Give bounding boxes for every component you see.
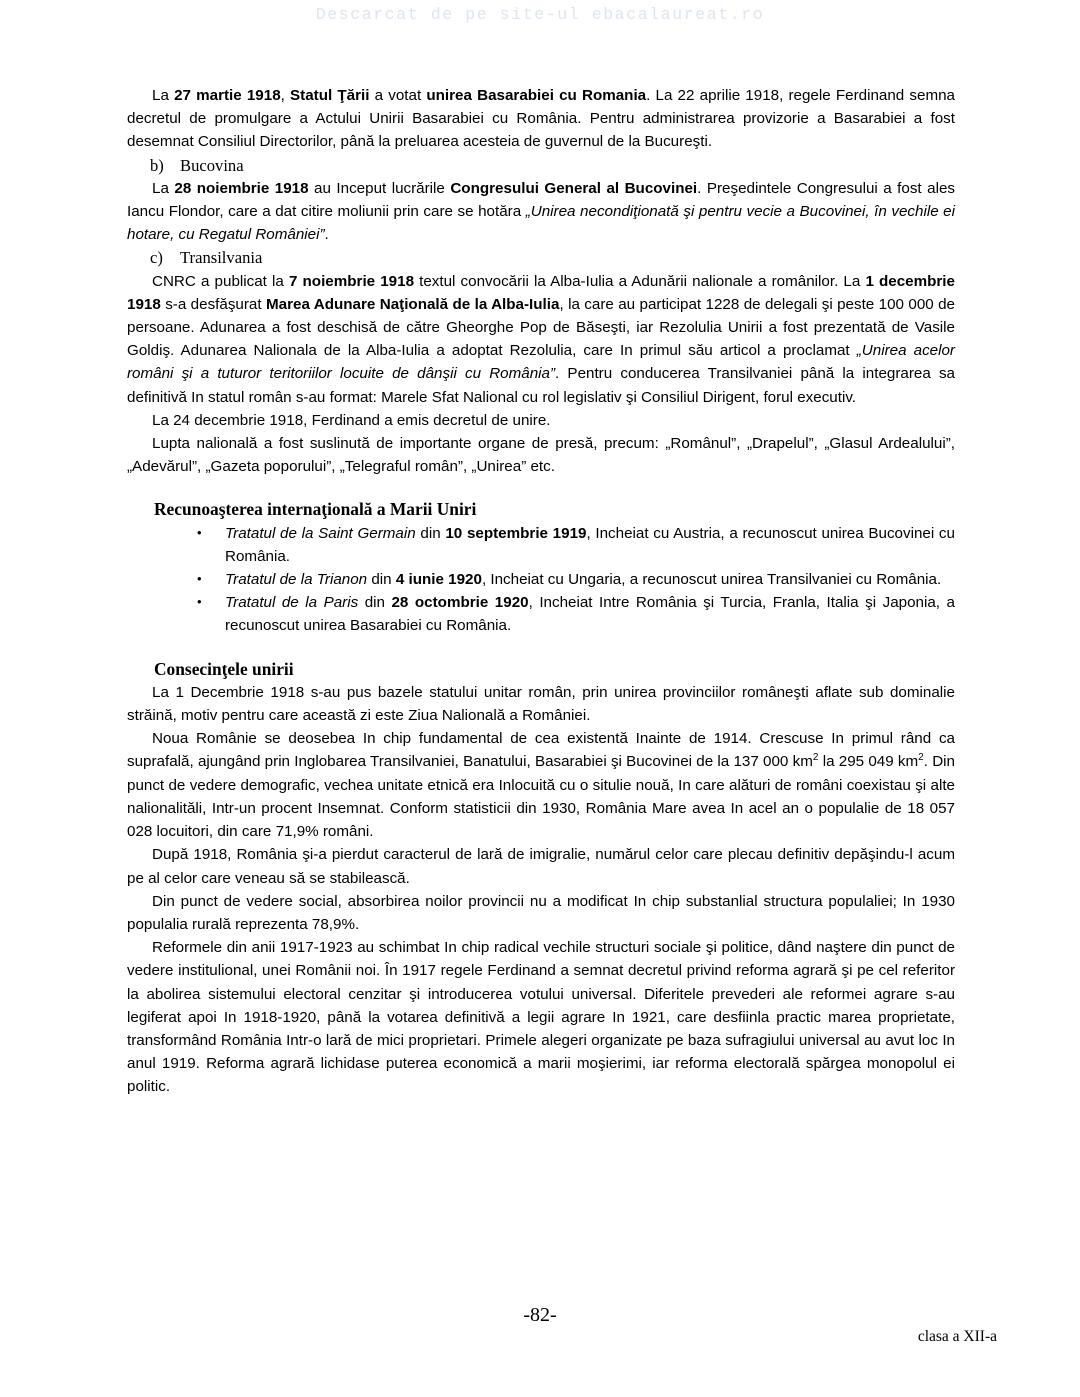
text-fragment: din	[358, 594, 392, 612]
list-item	[127, 522, 955, 568]
list-item	[127, 591, 955, 637]
text-fragment: s-a desfăşurat	[160, 295, 266, 313]
text-fragment: . La 22 aprilie 1918, regele Ferdinand semna decretul de promulgare a Actului Unirii Basarabiei cu România. Pentru administrarea provizorie a Basarabiei a fost desemnat Consiliul Directorilor, până la preluarea acesteia de guvernul de la Bucureşti.	[127, 87, 955, 151]
list-item-c-transilvania	[127, 246, 955, 269]
bold-congresul-general-bucovinei: Congresului General al Bucovinei	[450, 179, 698, 197]
text-fragment: , Incheiat cu Austria, a recunoscut unirea Bucovinei cu România.	[225, 524, 955, 565]
text-fragment: la 295 049 km	[818, 753, 919, 771]
paragraph-consecinte-5: Reformele din anii 1917-1923 au schimbat In chip radical vechile structuri sociale şi politice, dând naştere din punct de vedere institulional, unei Românii noi. În 1917 regele Ferdinand a semnat decretul privind reforma agrară şi pe cel referitor la abolirea sistemului electoral cenzitar şi introducerea votului universal. Diferitele prevederi ale reformei agrare s-au legiferat apoi In 1918-1920, până la votarea definitivă a legii agrare In 1921, care desfiinla practic marea proprietate, transformând România Intr-o lară de mici proprietari. Primele alegeri organizate pe baza sufragiului universal au avut loc In anul 1919. Reforma agrară lichidase puterea economică a marii moşierimi, iar reforma electorală spărgea monopolul ei politic.	[127, 939, 955, 1096]
quote-unirea-acelor-romani: „Unirea acelor români şi a tuturor teritoriilor locuite de dânşii cu România”	[127, 342, 955, 383]
paragraph-basarabia	[127, 84, 955, 154]
watermark-text: Descarcat de pe site-ul ebacalaureat.ro	[315, 5, 765, 24]
treaty-date: 4 iunie 1920	[395, 571, 482, 589]
text-fragment: din	[367, 571, 396, 589]
list-label-bucovina: Bucovina	[180, 155, 244, 175]
text-fragment: textul convocării la Alba-Iulia a Adunării nalionale a românilor. La	[414, 272, 866, 290]
text-fragment: a votat	[369, 87, 427, 104]
treaty-name: Tratatul de la Saint Germain	[225, 524, 416, 542]
text-fragment: La	[152, 87, 175, 104]
text-fragment: .	[324, 226, 329, 244]
treaty-name: Tratatul de la Trianon	[225, 571, 368, 589]
paragraph-presa: Lupta nalională a fost suslinută de importante organe de presă, precum: „Românul”, „Drapelul”, „Glasul Ardealului”, „Adevărul”, „Gazeta poporului”, „Telegraful român”, „Unirea” etc.	[127, 435, 955, 476]
treaty-date: 10 septembrie 1919	[445, 524, 587, 542]
text-fragment: Noua Românie se deosebea In chip fundamental de cea existentă Inainte de 1914. Crescuse In primul rând ca suprafală, ajungând prin Inglobarea Transilvaniei, Banatului, Basarabiei şi Bucovinei de la 137 000 km	[127, 730, 955, 771]
bold-date-1-decembrie-1918: 1 decembrie 1918	[127, 272, 955, 313]
text-fragment: La	[152, 179, 175, 197]
text-fragment: CNRC a publicat la	[152, 272, 289, 290]
bold-date-28-noiembrie-1918: 28 noiembrie 1918	[174, 179, 309, 197]
paragraph-consecinte-4: Din punct de vedere social, absorbirea noilor provincii nu a modificat In chip substanlial structura populaliei; In 1930 populalia rurală reprezenta 78,9%.	[127, 892, 955, 933]
list-label-transilvania: Transilvania	[180, 248, 263, 268]
superscript-square: 2	[918, 752, 924, 764]
bold-statul-tarii: Statul Ţării	[290, 87, 370, 104]
paragraph-transilvania	[127, 270, 955, 409]
document-body	[127, 84, 955, 1099]
list-item-b-bucovina	[127, 154, 955, 177]
list-marker-b: b)	[150, 155, 164, 175]
text-fragment: , Incheiat Intre România şi Turcia, Franla, Italia şi Japonia, a recunoscut unirea Basarabiei cu România.	[225, 594, 955, 635]
treaty-list	[127, 522, 955, 638]
heading-consecintele-unirii: Consecinţele unirii	[154, 658, 294, 679]
text-fragment: , Incheiat cu Ungaria, a recunoscut unirea Transilvaniei cu România.	[481, 571, 942, 589]
text-fragment: au Inceput lucrările	[308, 179, 451, 197]
spacer	[127, 638, 955, 658]
text-fragment: ,	[280, 87, 291, 104]
paragraph-consecinte-1: La 1 Decembrie 1918 s-au pus bazele statului unitar român, prin unirea provinciilor româneşti aflate sub dominalie străină, motiv pentru care această zi este Ziua Nalională a României.	[127, 683, 955, 725]
text-fragment: din	[415, 524, 446, 542]
bold-date-7-noiembrie-1918: 7 noiembrie 1918	[288, 272, 415, 290]
heading-recunoastere-internationala: Recunoaşterea internaţională a Marii Uniri	[154, 499, 477, 520]
text-fragment: , la care au participat 1228 de delegali şi peste 100 000 de persoane. Adunarea a fost deschisă de către Gheorghe Pop de Băseşti, iar Rezolulia Unirii a fost prezentată de Vasile Goldiş. Adunarea Nalionala de la Alba-Iulia a adoptat Rezolulia, care In primul său articol a proclamat	[127, 295, 956, 360]
paragraph-consecinte-3: După 1918, România şi-a pierdut caracterul de lară de imigralie, numărul celor care plecau definitiv depăşindu-l acum pe al celor care veneau să se stabilească.	[127, 846, 955, 887]
treaty-date: 28 octombrie 1920	[391, 594, 529, 612]
bold-marea-adunare-nationala: Marea Adunare Naţională de la Alba-Iulia	[266, 295, 560, 313]
page-number: -82-	[523, 1304, 557, 1326]
text-fragment: . Din punct de vedere demografic, vechea unitate etnică era Inlocuită cu o situlie nouă, In care alături de români coexistau şi alte nalionalităli, Intr-un procent Insemnat. Conform statisticii din 1930, România Mare avea In acel an o populalie de 18 057 028 locuitori, din care 71,9% români.	[127, 753, 956, 841]
list-marker-c: c)	[150, 248, 163, 268]
list-item	[127, 568, 955, 591]
superscript-square: 2	[812, 752, 819, 764]
paragraph-bucovina	[127, 177, 955, 247]
bold-unirea-basarabiei: unirea Basarabiei cu Romania	[426, 87, 647, 104]
class-label: clasa a XII-a	[917, 1328, 997, 1345]
spacer	[127, 478, 955, 498]
text-fragment: . Preşedintele Congresului a fost ales Iancu Flondor, care a dat citire moliunii prin care se hotăra	[127, 179, 955, 221]
text-fragment: . Pentru conducerea Transilvaniei până la integrarea sa definitivă In statul român s-au format: Marele Sfat Nalional cu rol legislativ şi Consiliul Dirigent, forul executiv.	[127, 365, 956, 406]
quote-unirea-neconditionata: „Unirea necondiţionată şi pentru vecie a Bucovinei, în vechile ei hotare, cu Regatul României”	[127, 203, 956, 244]
treaty-name: Tratatul de la Paris	[225, 594, 359, 612]
paragraph-consecinte-2	[127, 727, 955, 843]
bold-date-27-martie-1918: 27 martie 1918	[174, 87, 281, 104]
paragraph-decret-unire: La 24 decembrie 1918, Ferdinand a emis decretul de unire.	[152, 411, 551, 429]
